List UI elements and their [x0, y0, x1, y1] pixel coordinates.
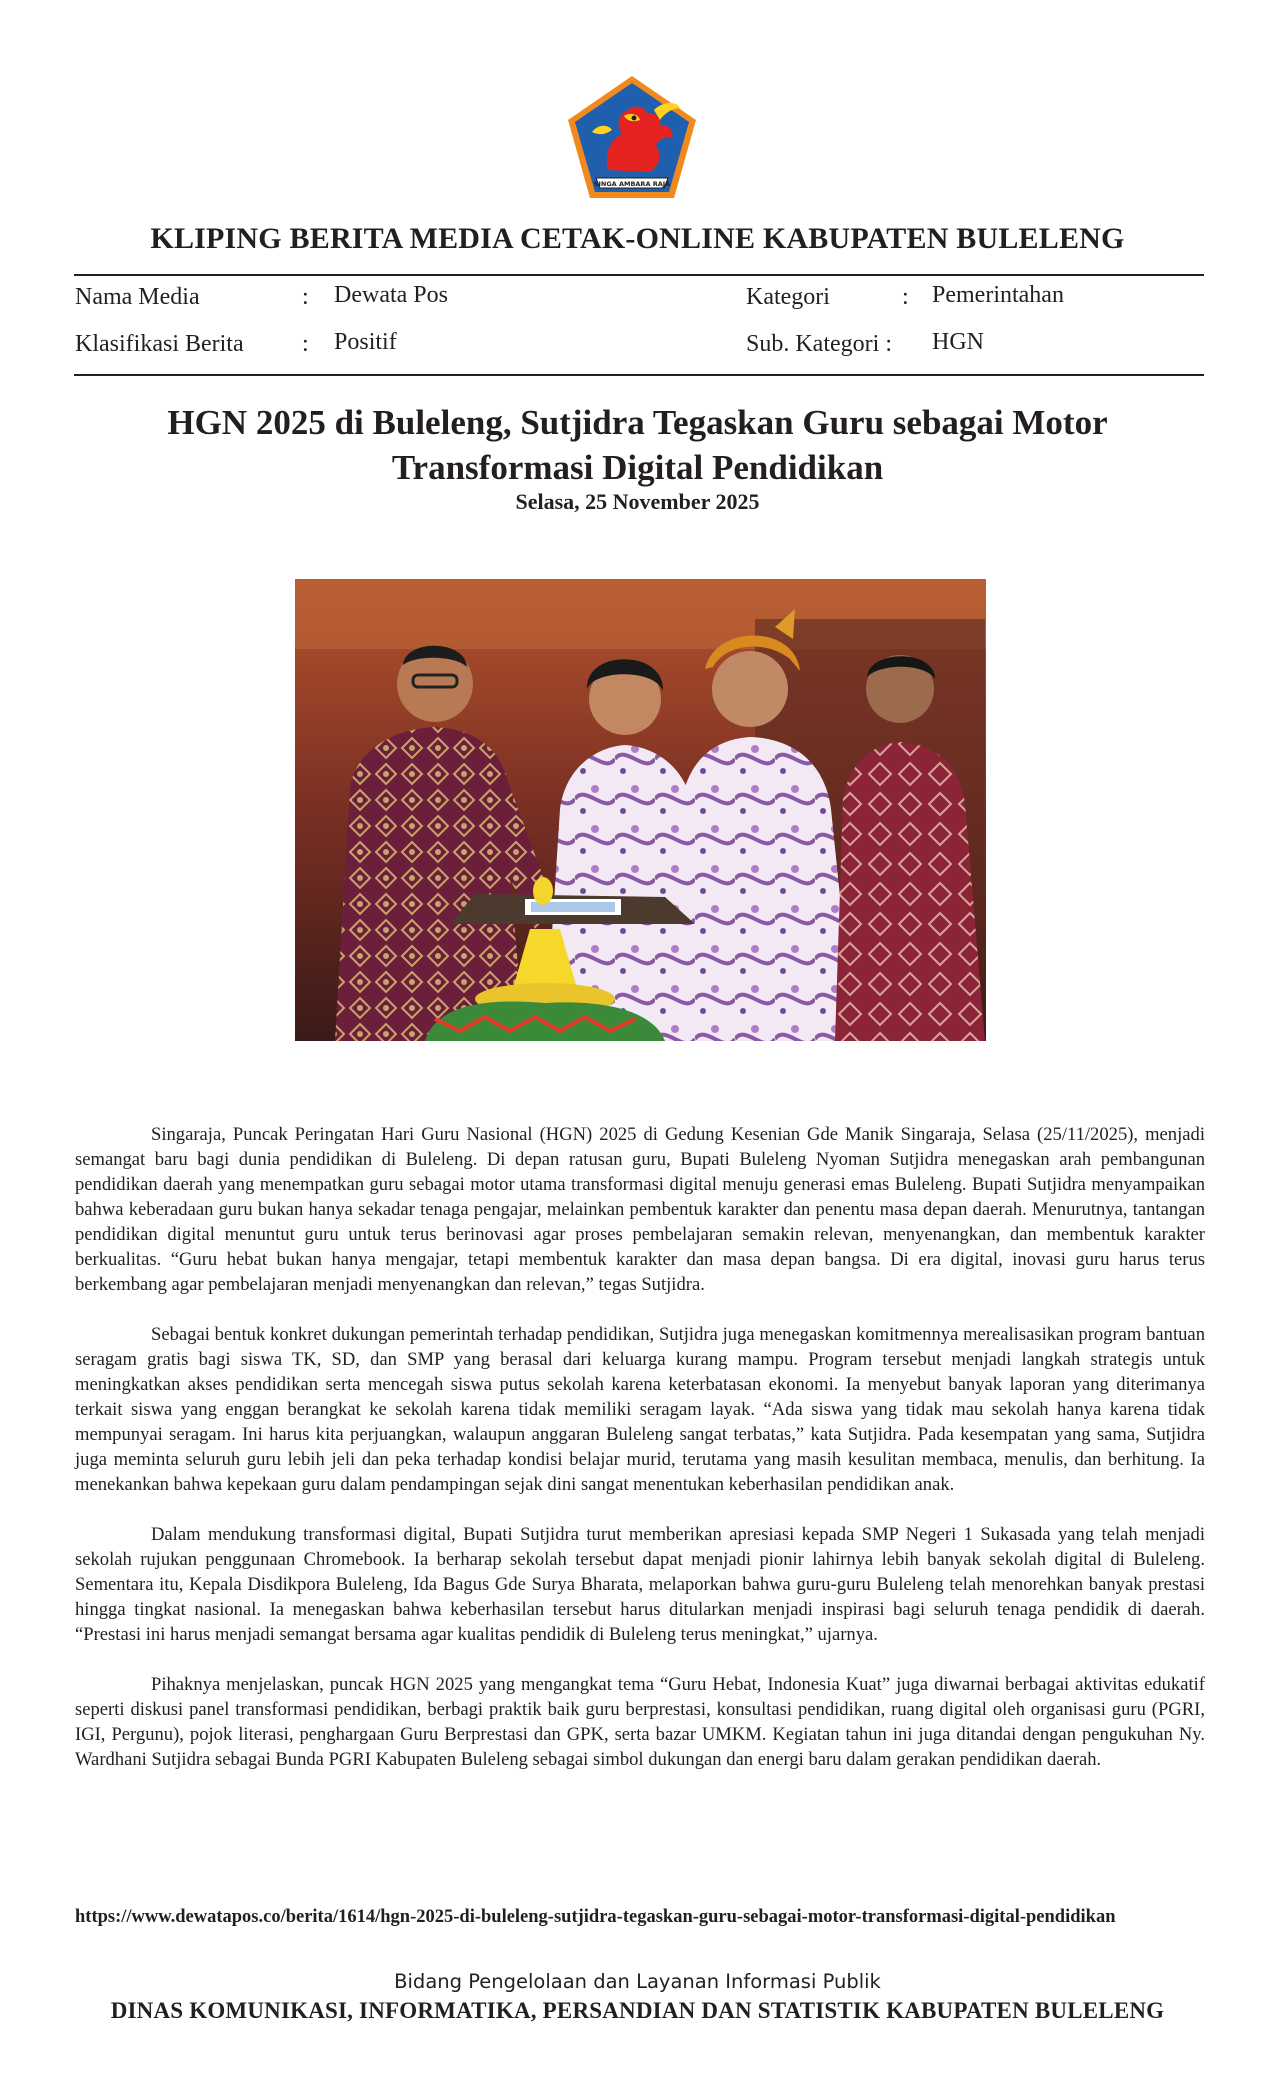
footer-division: Bidang Pengelolaan dan Layanan Informasi Publik	[394, 1970, 881, 1993]
ceremony-photo-icon	[295, 579, 986, 1041]
article-headline	[100, 400, 1175, 490]
headline-line-1: HGN 2025 di Buleleng, Sutjidra Tegaskan Guru sebagai Motor	[167, 403, 1108, 442]
media-label: Nama Media	[75, 284, 200, 310]
klasifikasi-label: Klasifikasi Berita	[75, 331, 244, 357]
media-value: Dewata Pos	[334, 282, 448, 308]
logo-motto: SINGA AMBARA RAJA	[593, 180, 671, 188]
headline-line-2: Transformasi Digital Pendidikan	[391, 448, 884, 487]
subkategori-label: Sub. Kategori :	[746, 331, 892, 357]
kategori-label: Kategori	[746, 284, 830, 310]
divider-bottom	[74, 374, 1204, 376]
article-date: Selasa, 25 November 2025	[515, 489, 760, 514]
media-separator: :	[302, 284, 309, 310]
source-url-link[interactable]: https://www.dewatapos.co/berita/1614/hgn-2025-di-buleleng-sutjidra-tegaskan-guru-sebagai-motor-transformasi-digital-pendidikan	[75, 1907, 1116, 1927]
article-paragraph: Pihaknya menjelaskan, puncak HGN 2025 yang mengangkat tema “Guru Hebat, Indonesia Kuat” juga diwarnai berbagai aktivitas edukatif seperti diskusi panel transformasi pendidikan, berbagi praktik baik guru berprestasi, konsultasi pendidikan, ruang digital oleh organisasi guru (PGRI, IGI, Pergunu), pojok literasi, penghargaan Guru Berprestasi dan GPK, serta bazar UMKM. Kegiatan tahun ini juga ditandai dengan pengukuhan Ny. Wardhani Sutjidra sebagai Bunda PGRI Kabupaten Buleleng sebagai simbol dukungan dan energi baru dalam gerakan pendidikan daerah.	[75, 1674, 1205, 1770]
buleleng-emblem-icon	[564, 74, 700, 202]
klasifikasi-value: Positif	[334, 329, 397, 355]
article-paragraph: Sebagai bentuk konkret dukungan pemerintah terhadap pendidikan, Sutjidra juga menegaskan komitmennya merealisasikan program bantuan seragam gratis bagi siswa TK, SD, dan SMP yang berasal dari keluarga kurang mampu. Program tersebut menjadi langkah strategis untuk meningkatkan akses pendidikan serta mencegah siswa putus sekolah karena keterbatasan ekonomi. Ia menyebut banyak laporan yang diterimanya terkait siswa yang enggan berangkat ke sekolah karena tidak memiliki seragam layak. “Ada siswa yang tidak mau sekolah hanya karena tidak mempunyai seragam. Ini harus kita perjuangkan, walaupun anggaran Buleleng sangat terbatas,” kata Sutjidra. Pada kesempatan yang sama, Sutjidra juga meminta seluruh guru lebih jeli dan peka terhadap kondisi belajar murid, terutama yang masih kesulitan membaca, menulis, dan berhitung. Ia menekankan bahwa kepekaan guru dalam pendampingan sejak dini sangat menentukan keberhasilan pendidikan anak.	[75, 1324, 1205, 1495]
klasifikasi-separator: :	[302, 331, 309, 357]
page-title: KLIPING BERITA MEDIA CETAK-ONLINE KABUPATEN BULELENG	[150, 222, 1125, 255]
article-photo	[295, 579, 986, 1041]
kategori-separator: :	[902, 284, 909, 310]
kategori-value: Pemerintahan	[932, 282, 1064, 308]
footer-department: DINAS KOMUNIKASI, INFORMATIKA, PERSANDIAN DAN STATISTIK KABUPATEN BULELENG	[110, 1998, 1165, 2023]
divider-top	[74, 274, 1204, 276]
article-body	[75, 1122, 1205, 1797]
article-paragraph: Singaraja, Puncak Peringatan Hari Guru Nasional (HGN) 2025 di Gedung Kesenian Gde Manik Singaraja, Selasa (25/11/2025), menjadi semangat baru bagi dunia pendidikan di Buleleng. Di depan ratusan guru, Bupati Buleleng Nyoman Sutjidra menegaskan arah pembangunan pendidikan daerah yang menempatkan guru sebagai motor utama transformasi digital menuju generasi emas Buleleng. Bupati Sutjidra menyampaikan bahwa keberadaan guru bukan hanya sekadar tenaga pengajar, melainkan pembentuk karakter dan penentu masa depan daerah. Menurutnya, tantangan pendidikan digital menuntut guru untuk terus berinovasi agar proses pembelajaran semakin relevan, menyenangkan, dan membentuk karakter berkualitas. “Guru hebat bukan hanya mengajar, tetapi membentuk karakter dan masa depan bangsa. Di era digital, inovasi guru harus terus berkembang agar pembelajaran menjadi menyenangkan dan relevan,” tegas Sutjidra.	[75, 1124, 1205, 1295]
article-paragraph: Dalam mendukung transformasi digital, Bupati Sutjidra turut memberikan apresiasi kepada SMP Negeri 1 Sukasada yang telah menjadi sekolah rujukan penggunaan Chromebook. Ia berharap sekolah tersebut dapat menjadi pionir lahirnya lebih banyak sekolah digital di Buleleng. Sementara itu, Kepala Disdikpora Buleleng, Ida Bagus Gde Surya Bharata, melaporkan bahwa guru-guru Buleleng telah menorehkan banyak prestasi hingga tingkat nasional. Ia menegaskan bahwa keberhasilan tersebut harus ditularkan menjadi inspirasi bagi seluruh tenaga pendidik di daerah. “Prestasi ini harus menjadi semangat bersama agar kualitas pendidik di Buleleng terus meningkat,” ujarnya.	[75, 1524, 1205, 1645]
subkategori-value: HGN	[932, 329, 984, 355]
